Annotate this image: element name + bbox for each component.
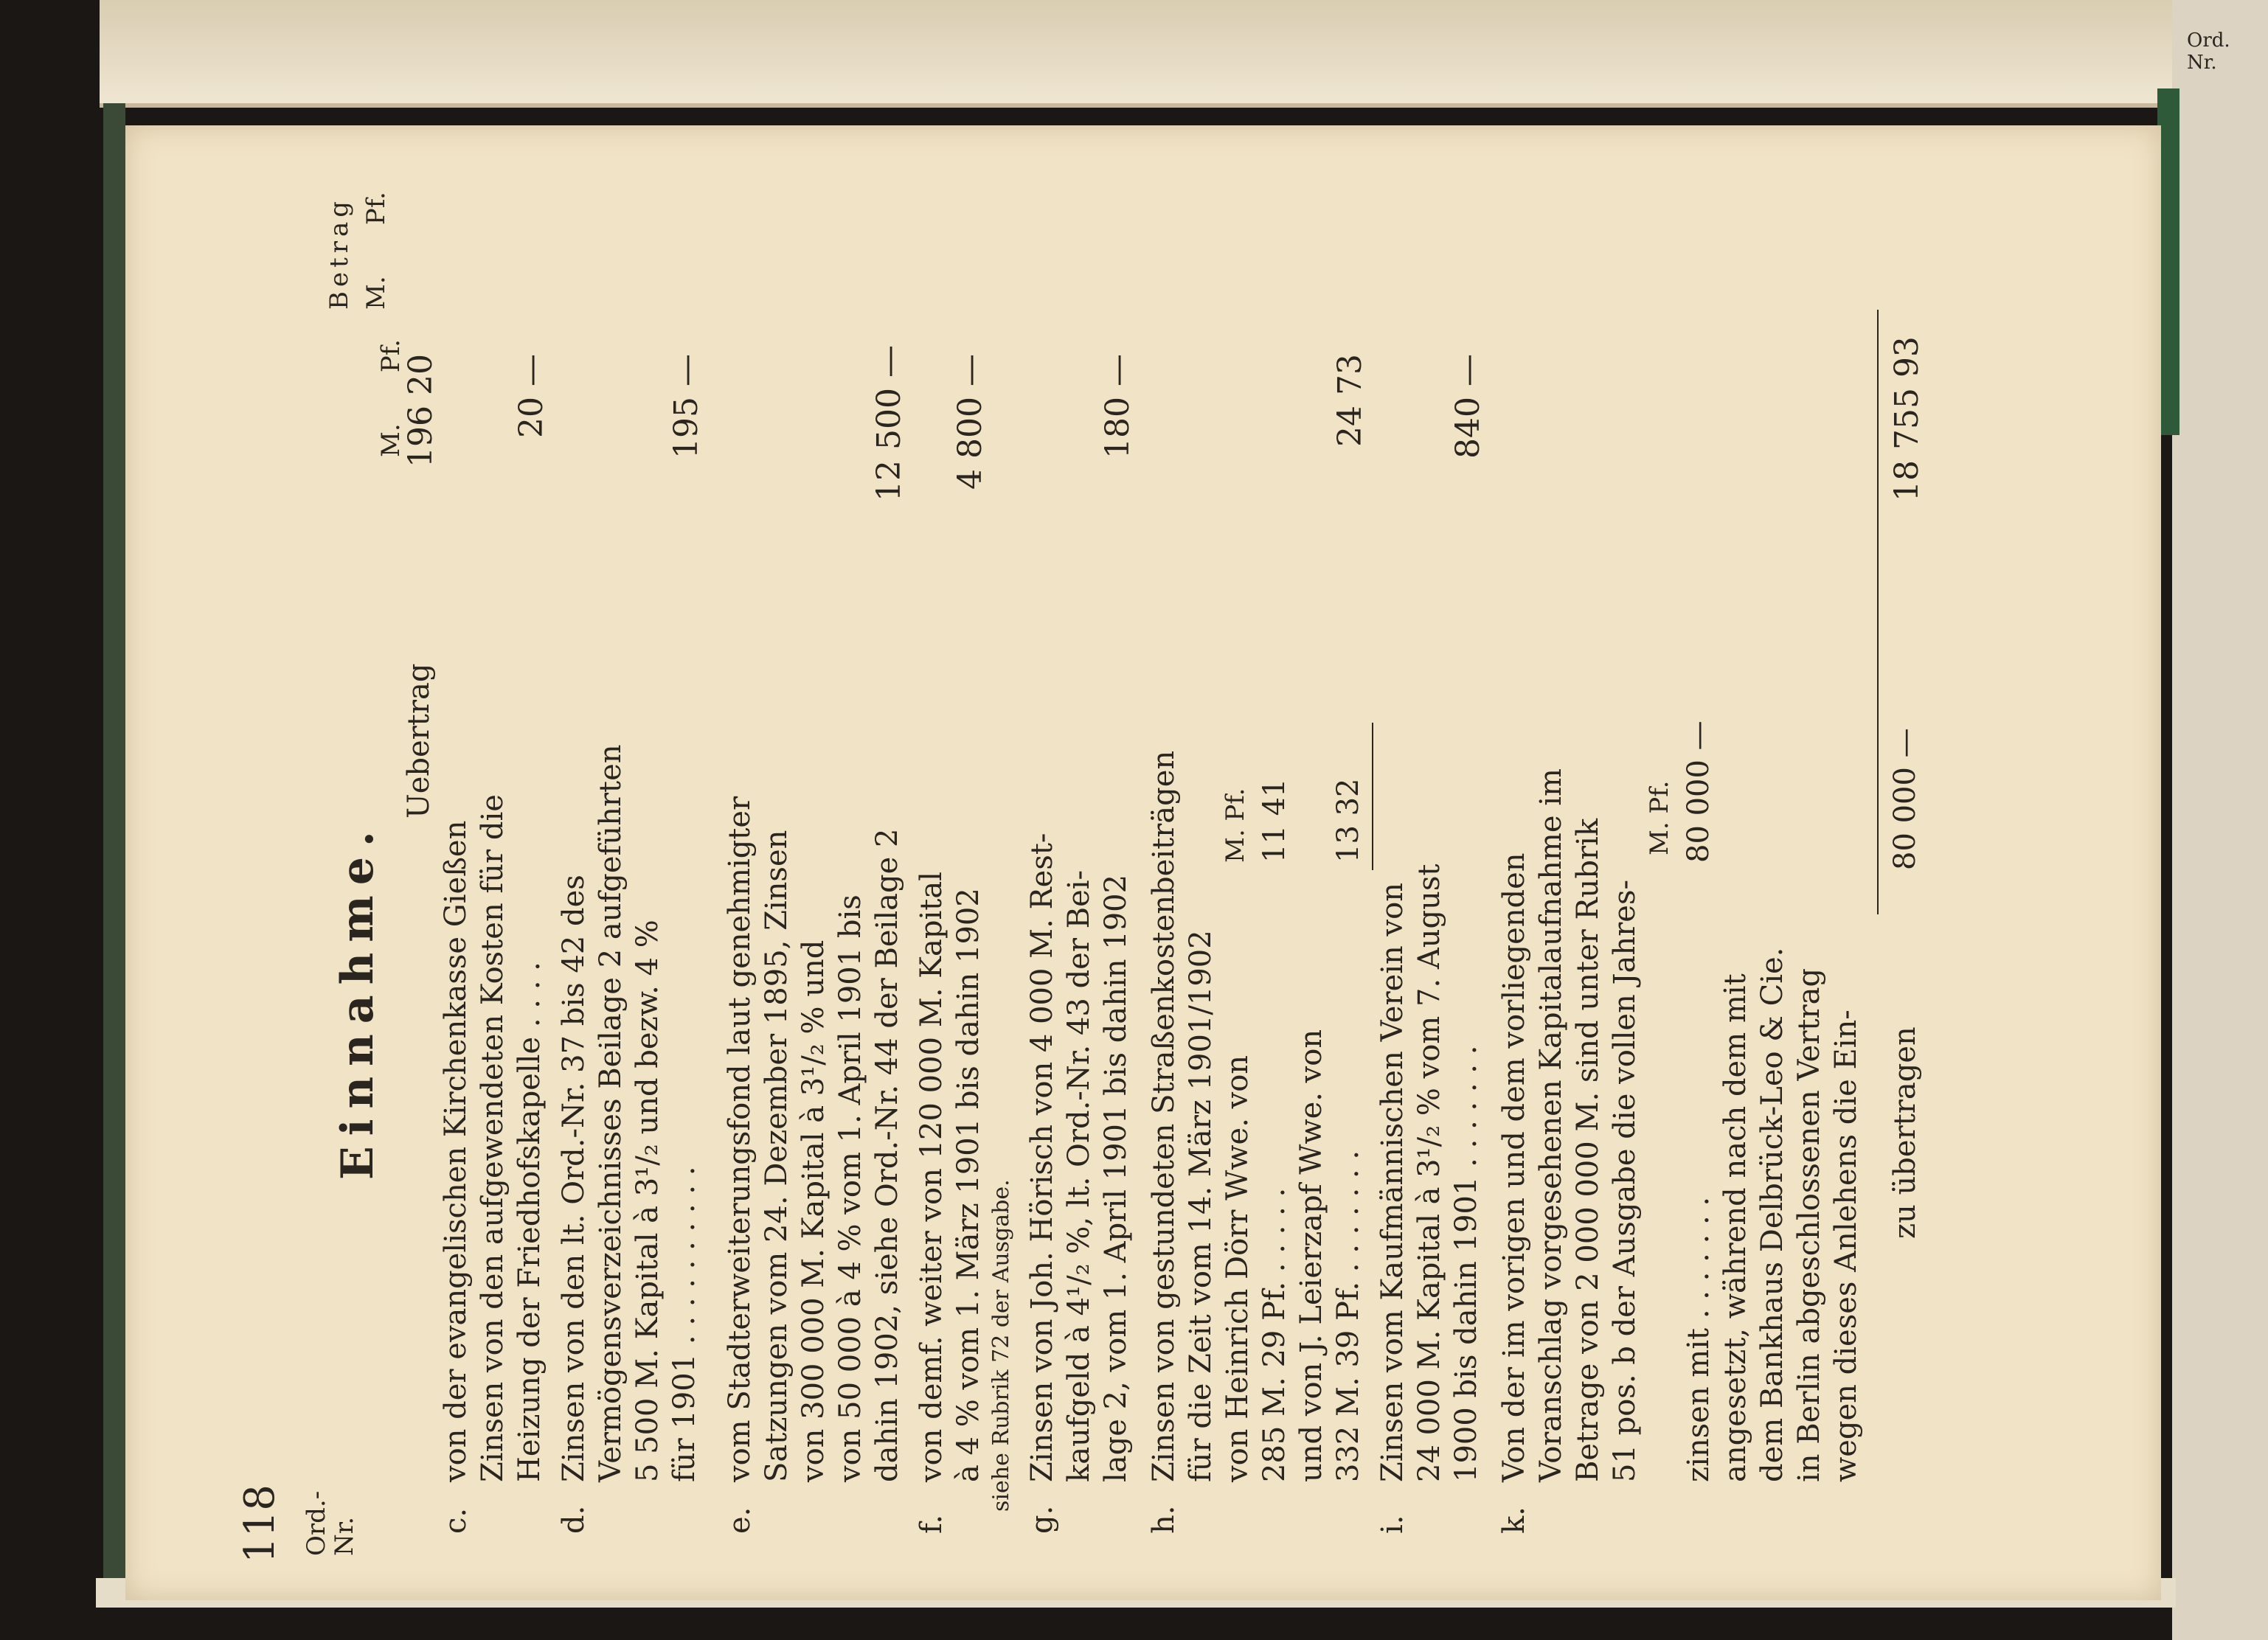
facing-page-header (2187, 29, 2230, 74)
entry-k-line: wegen dieses Anlehens die Ein- (1829, 1010, 1863, 1482)
entry-e-line: Satzungen vom 24. Dezember 1895, Zinsen (760, 830, 794, 1482)
entry-d-line: 5 500 M. Kapital à 3¹/₂ und bezw. 4 % (631, 920, 665, 1482)
entry-k-line: Voranschlag vorgesehenen Kapitalaufnahme im (1534, 768, 1568, 1482)
entry-f-line: à 4 % vom 1. März 1901 bis dahin 1902 (951, 888, 985, 1482)
entry-key-f: f. (915, 1514, 949, 1534)
nr-label: Nr. (330, 1516, 359, 1556)
entry-h-line: Zinsen von gestundeten Straßenkostenbeiträgen (1147, 750, 1181, 1482)
carry-label: zu übertragen (1888, 1026, 1922, 1239)
pfennig-unit: Pf. (376, 339, 406, 373)
entry-g-line: kaufgeld à 4¹/₂ %, lt. Ord.-Nr. 43 der Bei- (1062, 869, 1096, 1482)
entry-key-g: g. (1025, 1505, 1059, 1534)
page-number: 118 (236, 1484, 284, 1563)
entry-key-i: i. (1376, 1515, 1409, 1534)
entry-k-line: 51 pos. b der Ausgabe die vollen Jahres- (1608, 880, 1642, 1482)
entry-h-line: 332 M. 39 Pf. . . . . . . . (1331, 1150, 1365, 1482)
entry-h-subamount: 13 32 (1331, 778, 1365, 863)
entry-h-subamount: 11 41 (1258, 778, 1291, 863)
pfennig-unit: Pf. (361, 192, 391, 226)
entry-d-line: für 1901 . . . . . . . . . . (667, 1166, 701, 1482)
entry-key-h: h. (1147, 1505, 1181, 1534)
entry-e-line: von 50 000 à 4 % vom 1. April 1901 bis (833, 894, 867, 1482)
facing-page (2172, 0, 2268, 1640)
entry-e-line: von 300 000 M. Kapital à 3¹/₂ % und (797, 939, 830, 1482)
entry-c-amount: 20 — (513, 354, 550, 438)
entry-d-line: Zinsen von den lt. Ord.-Nr. 37 bis 42 des (557, 875, 591, 1482)
binding-spine (103, 103, 125, 1604)
ord-label: Ord.- (302, 1490, 331, 1556)
entry-h-line: für die Zeit vom 14. März 1901/1902 (1184, 930, 1218, 1482)
uebertrag-label: Uebertrag (402, 663, 436, 819)
facing-nr-label: Nr. (2187, 52, 2217, 74)
entry-h-line: von Heinrich Dörr Wwe. von (1221, 1054, 1255, 1482)
entry-i-line: Zinsen vom Kaufmännischen Verein von (1376, 883, 1409, 1482)
entry-i-amount: 840 — (1449, 354, 1487, 459)
entry-k-subamount: 80 000 — (1682, 720, 1716, 863)
page-title: Einnahme. (332, 821, 384, 1180)
entry-key-d: d. (557, 1505, 591, 1534)
entry-c-line: von der evangelischen Kirchenkasse Gießen (439, 820, 473, 1482)
entry-k-line: zinsen mit . . . . . . . (1682, 1196, 1716, 1482)
entry-g-line: lage 2, vom 1. April 1901 bis dahin 1902 (1099, 874, 1133, 1482)
entry-k-line: in Berlin abgeschlossenen Vertrag (1792, 967, 1826, 1482)
entry-key-c: c. (439, 1507, 473, 1534)
entry-g-line: Zinsen von Joh. Hörisch von 4 000 M. Rest- (1025, 833, 1059, 1482)
entry-c-line: Heizung der Friedhofskapelle . . . . (513, 962, 547, 1482)
ord-nr-header (302, 1491, 358, 1556)
entry-i-line: 1900 bis dahin 1901 . . . . . . . (1449, 1045, 1483, 1482)
entry-k-line: dem Bankhaus Delbrück-Leo & Cie. (1755, 947, 1789, 1482)
divider (1372, 723, 1373, 870)
carry-amount: 18 755 93 (1888, 336, 1926, 501)
entry-g-amount: 180 — (1099, 354, 1137, 459)
rotated-ledger-content (148, 162, 2139, 1563)
entry-e-amount: 12 500 — (870, 345, 908, 501)
entry-h-subunits: M. Pf. (1221, 788, 1250, 863)
entry-c-line: Zinsen von den aufgewendeten Kosten für die (476, 794, 510, 1482)
mark-unit: M. (361, 276, 391, 310)
column-units (376, 339, 406, 457)
entry-f-line: von demf. weiter von 120 000 M. Kapital (915, 872, 949, 1482)
facing-ord-label: Ord. (2187, 29, 2230, 52)
total-rule (1877, 310, 1879, 914)
betrag-header: Betrag (325, 196, 354, 310)
entry-k-subunits: M. Pf. (1645, 780, 1674, 855)
entry-d-line: Vermögensverzeichnisses Beilage 2 aufgeführten (594, 744, 628, 1482)
entry-f-note: siehe Rubrik 72 der Ausgabe. (988, 1179, 1014, 1512)
carry-subtotal: 80 000 — (1888, 728, 1922, 870)
entry-e-line: dahin 1902, siehe Ord.-Nr. 44 der Beilage 2 (870, 828, 904, 1482)
entry-e-line: vom Stadterweiterungsfond laut genehmigter (723, 796, 757, 1482)
entry-k-line: Von der im vorigen und dem vorliegenden (1497, 852, 1531, 1482)
entry-key-k: k. (1497, 1507, 1531, 1534)
page-stack-edge (100, 0, 2172, 108)
entry-k-line: Betrage von 2 000 000 M. sind unter Rubrik (1571, 818, 1605, 1482)
entry-h-amount: 24 73 (1331, 354, 1369, 447)
entry-key-e: e. (723, 1507, 757, 1534)
entry-d-amount: 195 — (667, 354, 705, 459)
entry-h-line: und von J. Leierzapf Wwe. von (1294, 1029, 1328, 1482)
entry-i-line: 24 000 M. Kapital à 3¹/₂ % vom 7. August (1412, 864, 1446, 1482)
entry-f-amount: 4 800 — (951, 354, 989, 490)
mark-unit: M. (376, 423, 406, 457)
entry-h-line: 285 M. 29 Pf. . . . . . (1258, 1187, 1291, 1482)
entry-k-line: angesetzt, während nach dem mit (1719, 973, 1752, 1482)
betrag-units (361, 192, 391, 310)
uebertrag-amount: 196 20 (402, 354, 440, 468)
